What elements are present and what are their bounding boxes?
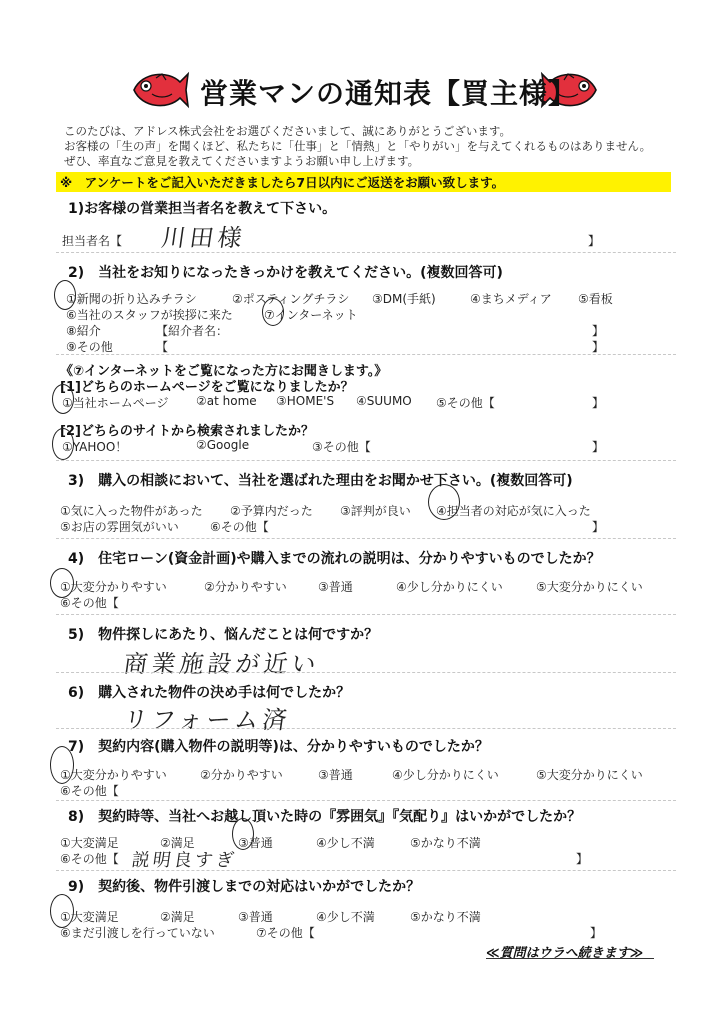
q7-option-4: ④少し分かりにくい bbox=[392, 768, 499, 782]
q2-option-2: ②ポスティングチラシ bbox=[232, 292, 350, 306]
q9-option-3: ③普通 bbox=[238, 910, 273, 924]
q1-label: 担当者名【 bbox=[62, 234, 123, 248]
q8-option-3: ③普通 bbox=[238, 836, 273, 850]
q2-referral-close: 】 bbox=[592, 324, 605, 338]
q4-circle-mark bbox=[50, 568, 74, 598]
divider bbox=[56, 672, 676, 673]
q8-close: 】 bbox=[576, 852, 589, 866]
divider bbox=[56, 728, 676, 729]
internet-s2-close: 】 bbox=[592, 440, 605, 454]
q7-option-5: ⑤大変分かりにくい bbox=[536, 768, 643, 782]
q4-option-2: ②分かりやすい bbox=[204, 580, 287, 594]
internet-s2-option-3: ③その他【 bbox=[312, 440, 371, 454]
q2-other-close: 】 bbox=[592, 340, 605, 354]
q9-option-5: ⑤かなり不満 bbox=[410, 910, 481, 924]
left-fish-icon bbox=[128, 68, 190, 112]
q1-answer-handwritten: 川田様 bbox=[159, 224, 248, 252]
q1-question: 1)お客様の営業担当者名を教えて下さい。 bbox=[68, 201, 337, 217]
q3-option-4: ④担当者の対応が気に入った bbox=[436, 504, 591, 518]
q9-option-4: ④少し不満 bbox=[316, 910, 375, 924]
q4-option-4: ④少し分かりにくい bbox=[396, 580, 503, 594]
q4-option-1: ①大変分かりやすい bbox=[60, 580, 167, 594]
q8-option-1: ①大変満足 bbox=[60, 836, 119, 850]
page-title: 営業マンの通知表【買主様】 bbox=[200, 77, 578, 110]
q2-option-7: ⑦インターネット bbox=[264, 308, 358, 322]
internet-s2-question: [2]どちらのサイトから検索されましたか？ bbox=[60, 424, 315, 439]
q9-option-1: ①大変満足 bbox=[60, 910, 119, 924]
q2-referral-name-label: 【紹介者名： bbox=[156, 324, 229, 338]
q7-option-2: ②分かりやすい bbox=[200, 768, 283, 782]
q3-circle-mark bbox=[428, 484, 460, 520]
internet-header: 《⑦インターネットをご覧になった方にお聞きします。》 bbox=[60, 364, 388, 379]
q9-close: 】 bbox=[590, 926, 603, 940]
q7-question: 7) 契約内容(購入物件の説明等)は、分かりやすいものでしたか？ bbox=[68, 739, 489, 755]
q3-question: 3) 購入の相談において、当社を選ばれた理由をお聞かせ下さい。(複数回答可) bbox=[68, 473, 573, 489]
q2-option-5: ⑤看板 bbox=[578, 292, 613, 306]
q6-question: 6) 購入された物件の決め手は何でしたか？ bbox=[68, 685, 351, 701]
q2-circle-mark-7 bbox=[262, 298, 284, 326]
internet-s1-circle-mark bbox=[52, 384, 74, 414]
intro-line-3: ぜひ、率直なご意見を教えてくださいますようお願い申し上げます。 bbox=[64, 154, 420, 168]
q3-option-6: ⑥その他【 bbox=[210, 520, 269, 534]
q2-option-4: ④まちメディア bbox=[470, 292, 552, 306]
q8-option-4: ④少し不満 bbox=[316, 836, 375, 850]
q3-option-3: ③評判が良い bbox=[340, 504, 411, 518]
internet-s2-circle-mark bbox=[52, 428, 74, 460]
internet-s1-close: 】 bbox=[592, 396, 605, 410]
q3-option-1: ①気に入った物件があった bbox=[60, 504, 203, 518]
internet-s1-option-3: ③HOME'S bbox=[276, 394, 335, 408]
q1-close-bracket: 】 bbox=[588, 234, 601, 248]
q2-referral: ⑧紹介 bbox=[66, 324, 101, 338]
divider bbox=[56, 870, 676, 871]
internet-s2-option-1: ①YAHOO！ bbox=[62, 440, 128, 454]
divider bbox=[56, 538, 676, 539]
q7-circle-mark bbox=[50, 746, 74, 784]
q5-answer-handwritten: 商業施設が近い bbox=[121, 650, 322, 678]
q6-answer-handwritten: リフォーム済 bbox=[121, 706, 293, 734]
q9-circle-mark bbox=[50, 894, 74, 928]
q7-option-1: ①大変分かりやすい bbox=[60, 768, 167, 782]
q4-question: 4) 住宅ローン(資金計画)や購入までの流れの説明は、分かりやすいものでしたか？ bbox=[68, 551, 601, 567]
q9-option-6: ⑥まだ引渡しを行っていない bbox=[60, 926, 215, 940]
intro-line-1: このたびは、アドレス株式会社をお選びくださいまして、誠にありがとうございます。 bbox=[64, 124, 512, 138]
footer-underline bbox=[486, 958, 654, 959]
divider bbox=[56, 460, 676, 461]
internet-s1-option-1: ①当社ホームページ bbox=[62, 396, 169, 410]
q3-option-2: ②予算内だった bbox=[230, 504, 313, 518]
divider bbox=[56, 354, 676, 355]
internet-s2-option-2: ②Google bbox=[196, 438, 250, 452]
q8-circle-mark bbox=[232, 818, 254, 850]
internet-s1-option-4: ④SUUMO bbox=[356, 394, 412, 408]
q4-option-6: ⑥その他【 bbox=[60, 596, 119, 610]
q4-option-5: ⑤大変分かりにくい bbox=[536, 580, 643, 594]
q3-close: 】 bbox=[592, 520, 605, 534]
q2-question: 2) 当社をお知りになったきっかけを教えてください。(複数回答可) bbox=[68, 265, 503, 281]
q9-option-7: ⑦その他【 bbox=[256, 926, 315, 940]
q9-question: 9) 契約後、物件引渡しまでの対応はいかがでしたか？ bbox=[68, 879, 421, 895]
q9-option-2: ②満足 bbox=[160, 910, 195, 924]
q7-option-3: ③普通 bbox=[318, 768, 353, 782]
q2-option-3: ③DM(手紙) bbox=[372, 292, 436, 306]
internet-s1-option-2: ②at home bbox=[196, 394, 257, 408]
q5-question: 5) 物件探しにあたり、悩んだことは何ですか？ bbox=[68, 627, 379, 643]
notice-text: ※ アンケートをご記入いただきましたら7日以内にご返送をお願い致します。 bbox=[60, 175, 505, 190]
q2-other-open: 【 bbox=[156, 340, 169, 354]
q2-option-6: ⑥当社のスタッフが挨拶に来た bbox=[66, 308, 233, 322]
q4-option-3: ③普通 bbox=[318, 580, 353, 594]
q8-answer-handwritten: 説明良すぎ bbox=[130, 850, 239, 871]
q2-option-1: ①新聞の折り込みチラシ bbox=[66, 292, 197, 306]
q8-option-2: ②満足 bbox=[160, 836, 195, 850]
q2-other: ⑨その他 bbox=[66, 340, 113, 354]
divider bbox=[56, 614, 676, 615]
divider bbox=[56, 800, 676, 801]
q3-option-5: ⑤お店の雰囲気がいい bbox=[60, 520, 179, 534]
q8-question: 8) 契約時等、当社へお越し頂いた時の『雰囲気』『気配り』はいかがでしたか？ bbox=[68, 809, 582, 825]
q7-option-6: ⑥その他【 bbox=[60, 784, 119, 798]
q8-option-5: ⑤かなり不満 bbox=[410, 836, 481, 850]
footer-continue: ≪質問はウラへ続きます≫ bbox=[486, 946, 644, 961]
intro-line-2: お客様の「生の声」を聞くほど、私たちに「仕事」と「情熱」と「やりがい」を与えてくれるものはありません。 bbox=[64, 139, 652, 153]
q8-option-6: ⑥その他【 bbox=[60, 852, 119, 866]
q2-circle-mark-1 bbox=[54, 280, 76, 310]
divider bbox=[56, 252, 676, 253]
internet-s1-question: [1]どちらのホームページをご覧になりましたか？ bbox=[60, 380, 354, 395]
internet-s1-option-5: ⑤その他【 bbox=[436, 396, 495, 410]
